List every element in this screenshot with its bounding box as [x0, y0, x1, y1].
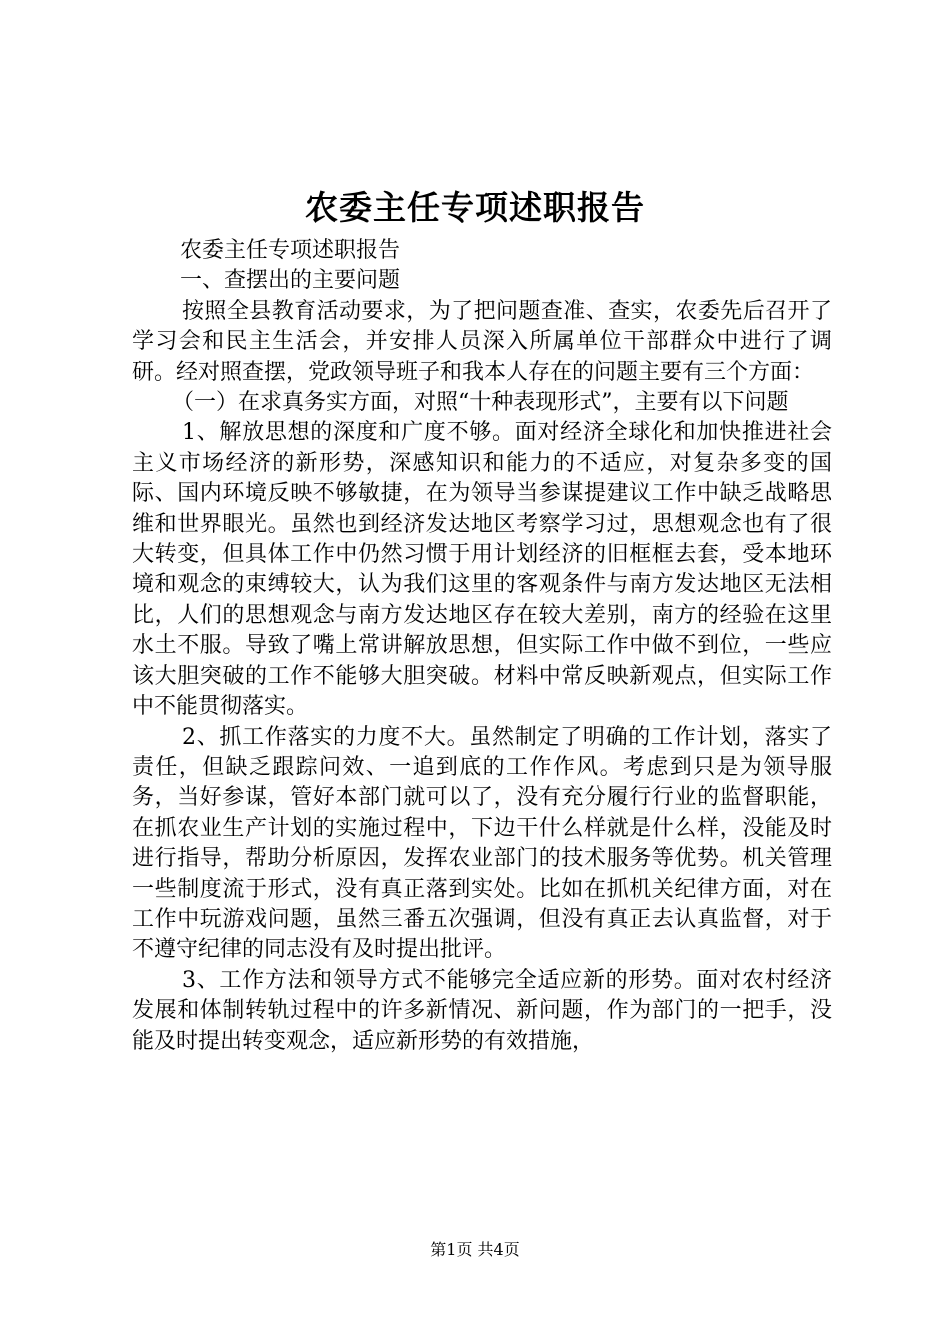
subsection-heading-1: （一）在求真务实方面，对照“十种表现形式”，主要有以下问题	[172, 390, 789, 416]
paragraph-intro: 按照全县教育活动要求，为了把问题查准、查实，农委先后召开了学习会和民主生活会，并安排人员深入所属单位干部群众中进行了调研。经对照查摆，党政领导班子和我本人存在的问题主要有三个方面：	[132, 298, 832, 385]
paragraph-item-1: 1、解放思想的深度和广度不够。面对经济全球化和加快推进社会主义市场经济的新形势，深感知识和能力的不适应，对复杂多变的国际、国内环境反映不够敏捷，在为领导当参谋提建议工作中缺乏战略思维和世界眼光。虽然也到经济发达地区考察学习过，思想观念也有了很大转变，但具体工作中仍然习惯于用计划经济的旧框框去套，受本地环境和观念的束缚较大，认为我们这里的客观条件与南方发达地区无法相比，人们的思想观念与南方发达地区存在较大差别，南方的经验在这里水土不服。导致了嘴上常讲解放思想，但实际工作中做不到位，一些应该大胆突破的工作不能够大胆突破。材料中常反映新观点，但实际工作中不能贯彻落实。	[132, 420, 832, 720]
document-body	[132, 236, 832, 1057]
report-subtitle: 农委主任专项述职报告	[180, 238, 401, 263]
paragraph-item-3: 3、工作方法和领导方式不能够完全适应新的形势。面对农村经济发展和体制转轨过程中的许多新情况、新问题，作为部门的一把手，没能及时提出转变观念，适应新形势的有效措施，	[132, 967, 832, 1054]
page-number-footer: 第1页 共4页	[430, 1240, 520, 1259]
document-title: 农委主任专项述职报告	[305, 188, 645, 227]
paragraph-item-2: 2、抓工作落实的力度不大。虽然制定了明确的工作计划，落实了责任，但缺乏跟踪问效、一追到底的工作作风。考虑到只是为领导服务，当好参谋，管好本部门就可以了，没有充分履行行业的监督职能，在抓农业生产计划的实施过程中，下边干什么样就是什么样，没能及时进行指导，帮助分析原因，发挥农业部门的技术服务等优势。机关管理一些制度流于形式，没有真正落到实处。比如在抓机关纪律方面，对在工作中玩游戏问题，虽然三番五次强调，但没有真正去认真监督，对于不遵守纪律的同志没有及时提出批评。	[132, 724, 832, 963]
section-heading-problems: 一、查摆出的主要问题	[180, 268, 401, 294]
